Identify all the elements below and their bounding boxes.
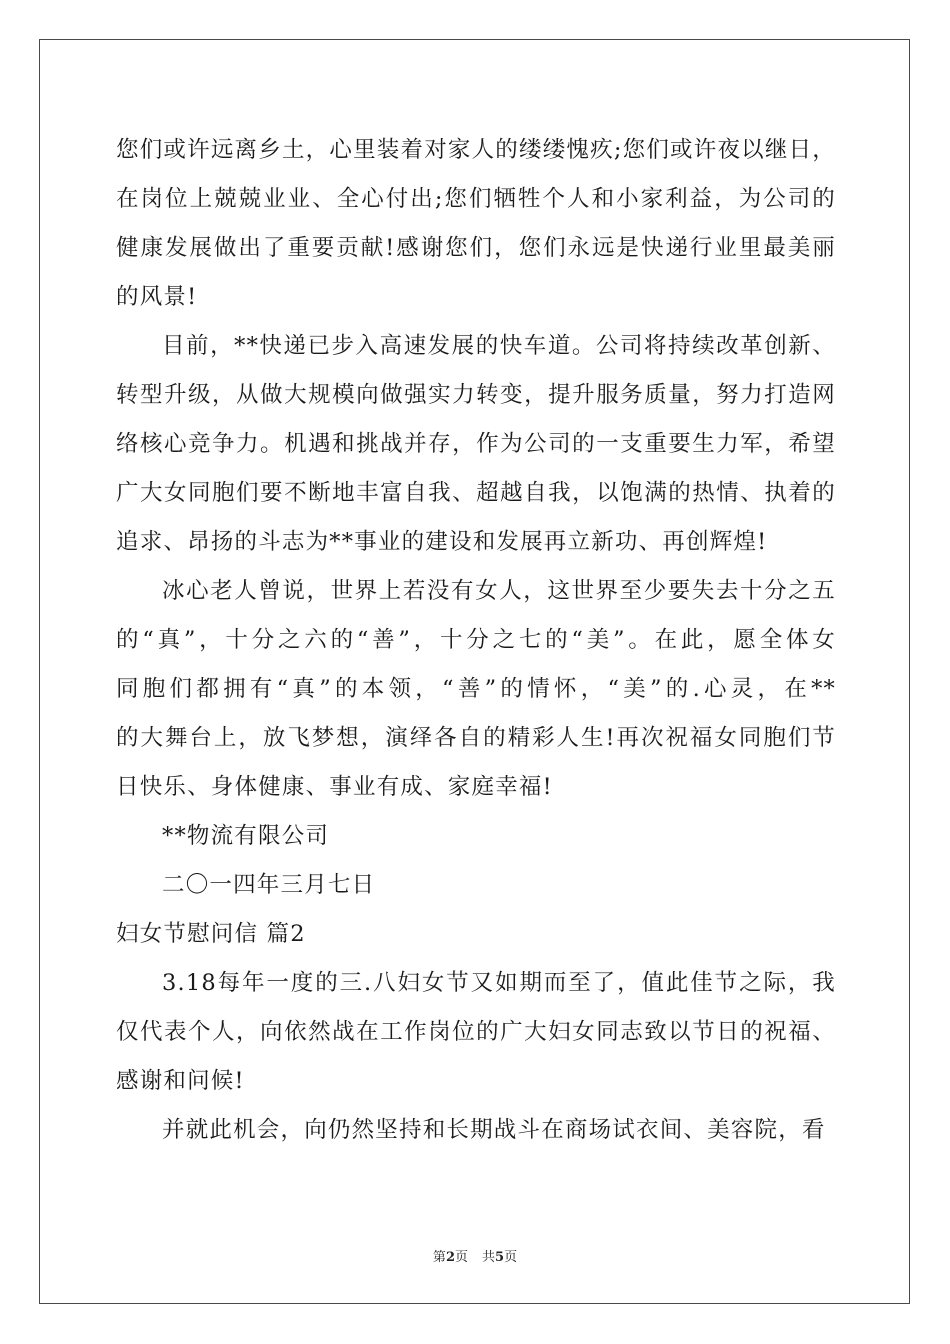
- text-line: **物流有限公司: [162, 823, 330, 849]
- text-line: 的风景!: [116, 284, 198, 310]
- text-line: 目前，**快递已步入高速发展的快车道。公司将持续改革创新、: [162, 333, 836, 359]
- paragraph: [116, 861, 836, 910]
- text-line: 的大舞台上，放飞梦想，演绎各自的精彩人生!再次祝福女同胞们节: [116, 725, 836, 751]
- paragraph: [116, 959, 836, 1106]
- text-line: 3.18每年一度的三.八妇女节又如期而至了，值此佳节之际，我: [162, 970, 836, 996]
- paragraph: [116, 567, 836, 812]
- text-line: 追求、昂扬的斗志为**事业的建设和发展再立新功、再创辉煌!: [116, 529, 768, 555]
- total-prefix: 共: [482, 1250, 496, 1265]
- page-prefix: 第: [432, 1250, 446, 1265]
- text-line: 二〇一四年三月七日: [162, 872, 376, 898]
- paragraph: [116, 322, 836, 567]
- paragraph: [116, 910, 836, 959]
- text-line: 健康发展做出了重要贡献!感谢您们，您们永远是快递行业里最美丽: [116, 235, 836, 261]
- page-footer: [0, 1246, 950, 1265]
- document-body: [116, 126, 836, 1155]
- text-line: 络核心竞争力。机遇和挑战并存，作为公司的一支重要生力军，希望: [116, 431, 836, 457]
- text-line: 妇女节慰问信 篇2: [116, 921, 306, 947]
- text-line: 并就此机会，向仍然坚持和长期战斗在商场试衣间、美容院，看: [162, 1117, 826, 1143]
- page-number: 2: [445, 1250, 455, 1265]
- total-pages: 5: [495, 1250, 505, 1265]
- page-suffix: 页: [454, 1250, 468, 1265]
- text-line: 的“真”，十分之六的“善”，十分之七的“美”。在此，愿全体女: [116, 627, 836, 653]
- text-line: 在岗位上兢兢业业、全心付出;您们牺牲个人和小家利益，为公司的: [116, 186, 836, 212]
- paragraph: [116, 126, 836, 322]
- paragraph: [116, 812, 836, 861]
- text-line: 日快乐、身体健康、事业有成、家庭幸福!: [116, 774, 553, 800]
- total-suffix: 页: [504, 1250, 518, 1265]
- text-line: 转型升级，从做大规模向做强实力转变，提升服务质量，努力打造网: [116, 382, 836, 408]
- text-line: 同胞们都拥有“真”的本领，“善”的情怀，“美”的.心灵，在**: [116, 676, 836, 702]
- text-line: 您们或许远离乡土，心里装着对家人的缕缕愧疚;您们或许夜以继日，: [116, 137, 836, 163]
- text-line: 感谢和问候!: [116, 1068, 245, 1094]
- paragraph: [116, 1106, 836, 1155]
- text-line: 冰心老人曾说，世界上若没有女人，这世界至少要失去十分之五: [162, 578, 836, 604]
- text-line: 广大女同胞们要不断地丰富自我、超越自我，以饱满的热情、执着的: [116, 480, 836, 506]
- text-line: 仅代表个人，向依然战在工作岗位的广大妇女同志致以节日的祝福、: [116, 1019, 836, 1045]
